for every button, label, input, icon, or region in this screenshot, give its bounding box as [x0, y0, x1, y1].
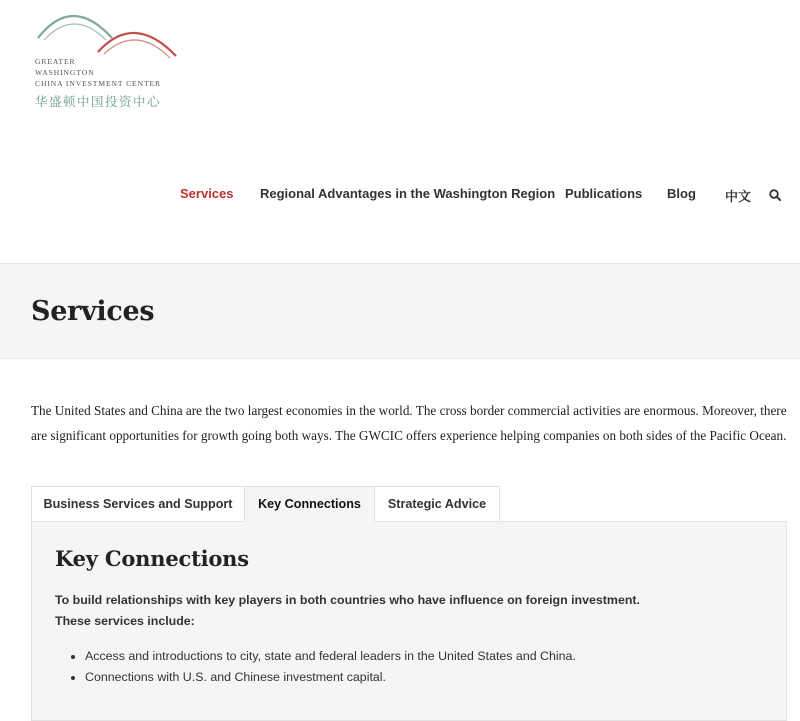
logo-wordmark: [35, 56, 161, 89]
nav-blog[interactable]: Blog: [667, 186, 696, 201]
panel-lead-line-1: To build relationships with key players in both countries who have influence on foreign investment.: [55, 593, 640, 607]
intro-paragraph: The United States and China are the two largest economies in the world. The cross border commercial activities are enormous. Moreover, there are significant opportunities for growth going both ways. The GWCIC offers experience helping companies on both sides of the Pacific Ocean.: [31, 403, 787, 443]
tab-strategic-advice[interactable]: Strategic Advice: [374, 486, 500, 522]
panel-title: Key Connections: [55, 546, 249, 571]
list-item: • Access and introductions to city, state and federal leaders in the United States and China.: [85, 646, 576, 667]
nav-publications[interactable]: Publications: [565, 186, 643, 201]
logo-line-1: GREATER: [35, 57, 76, 66]
logo-line-2: WASHINGTON: [35, 68, 95, 77]
page-title-band: [0, 263, 800, 359]
tab-key-connections[interactable]: Key Connections: [244, 486, 375, 522]
list-item: • Connections with U.S. and Chinese investment capital.: [85, 667, 576, 688]
main-nav: [0, 186, 800, 204]
page-title: Services: [31, 296, 155, 327]
panel-lead: [55, 590, 640, 632]
logo-chinese-name: 华盛顿中国投资中心: [35, 94, 162, 109]
nav-chinese[interactable]: 中文: [725, 189, 752, 204]
site-header: [0, 0, 800, 263]
search-icon[interactable]: [769, 188, 781, 200]
site-logo[interactable]: [34, 8, 194, 113]
panel-lead-line-2: These services include:: [55, 614, 195, 628]
services-list: [55, 646, 576, 688]
tab-panel-key-connections: [31, 521, 787, 721]
nav-regional-advantages[interactable]: Regional Advantages in the Washington Region: [260, 186, 556, 201]
nav-services[interactable]: Services: [180, 186, 234, 201]
logo-line-3: CHINA INVESTMENT CENTER: [35, 79, 162, 88]
tab-business-services[interactable]: Business Services and Support: [31, 486, 245, 522]
